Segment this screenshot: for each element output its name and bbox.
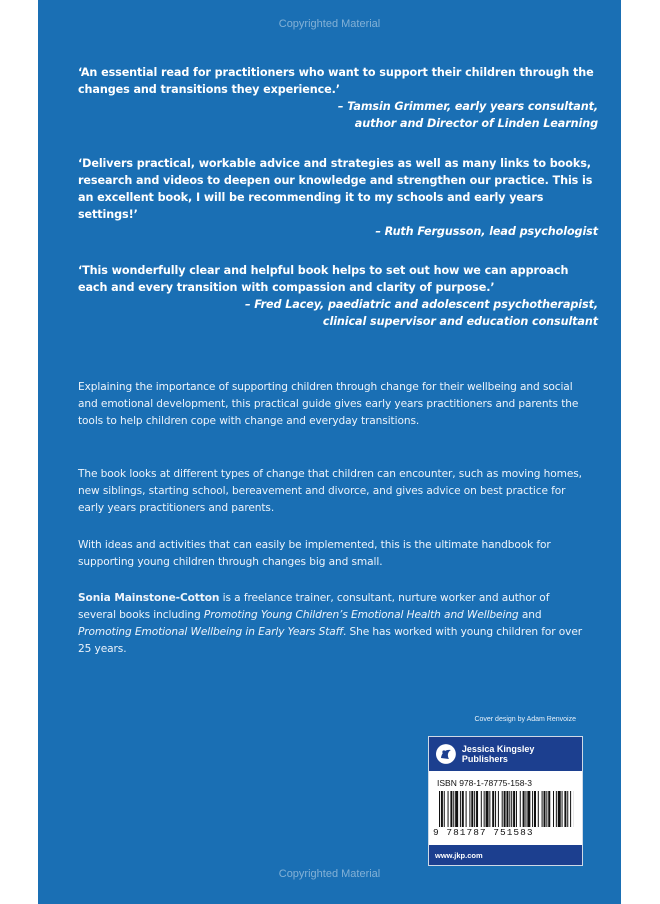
barcode-bar (532, 791, 533, 827)
barcode-bar (484, 791, 485, 827)
author-name: Sonia Mainstone-Cotton (78, 591, 220, 604)
cover-design-credit: Cover design by Adam Renvoize (474, 716, 576, 723)
endorsement-quote-1 (78, 64, 598, 132)
barcode-bar (516, 791, 517, 827)
author-bio (78, 590, 588, 658)
barcode-bar (504, 791, 506, 827)
isbn-text: ISBN 978-1-78775-158-3 (437, 778, 532, 788)
barcode-bar (492, 791, 494, 827)
blurb-paragraph-3: With ideas and activities that can easily be implemented, this is the ultimate handbook for supporting young children through changes big and small. (78, 538, 551, 568)
barcode-bar (444, 791, 445, 827)
barcode-bar (450, 791, 452, 827)
barcode-bar (441, 791, 443, 827)
quote-attribution: – Fred Lacey, paediatric and adolescent psychotherapist, (244, 298, 598, 311)
author-bio-text: is a freelance trainer, consultant, nurture worker and author of several books including (78, 591, 550, 621)
barcode-bar (556, 791, 557, 827)
barcode-bar (474, 791, 475, 827)
barcode-bar (542, 791, 543, 827)
barcode-bar (506, 791, 508, 827)
barcode-bar (520, 791, 521, 827)
quote-attribution: – Ruth Fergusson, lead psychologist (375, 225, 598, 238)
barcode-bar (525, 791, 526, 827)
barcode-bar (511, 791, 512, 827)
barcode-bar (481, 791, 482, 827)
publisher-logo-icon (435, 743, 457, 765)
barcode-bar (562, 791, 563, 827)
barcode-bar (453, 791, 454, 827)
barcode-bar (462, 791, 464, 827)
barcode-bar (471, 791, 473, 827)
barcode-bar (513, 791, 515, 827)
barcode-bar (548, 791, 550, 827)
barcode-bar (455, 791, 458, 827)
barcode-panel (428, 736, 583, 866)
barcode-bar (534, 791, 536, 827)
publisher-url: www.jkp.com (429, 845, 582, 865)
ean-digits: 9 781787 751583 (433, 827, 534, 838)
barcode-icon (439, 791, 574, 827)
back-cover (38, 0, 621, 904)
barcode-bar (502, 791, 503, 827)
barcode-bar (538, 791, 539, 827)
barcode-bar (466, 791, 467, 827)
barcode-bar (498, 791, 499, 827)
quote-attribution: author and Director of Linden Learning (354, 117, 598, 130)
barcode-bar (486, 791, 489, 827)
quote-text: ‘This wonderfully clear and helpful book helps to set out how we can approach each and every transition with compassion and clarity of purpose.’ (78, 264, 569, 294)
quote-text: ‘Delivers practical, workable advice and strategies as well as many links to books, research and videos to deepen our knowledge and strengthen our practice. This is an excellent book, I will be recommending it to my schools and early years settings!’ (78, 157, 593, 221)
watermark-bottom: Copyrighted Material (278, 868, 381, 880)
barcode-bar (523, 791, 525, 827)
barcode-bar (564, 791, 566, 827)
endorsement-quote-2 (78, 155, 598, 240)
author-bio-text: and (518, 608, 542, 621)
barcode-bar (460, 791, 461, 827)
blurb-paragraph-1: Explaining the importance of supporting children through change for their wellbeing and social and emotional development, this practical guide gives early years practitioners and parents the tools to help children cope with change and everyday transitions. (78, 380, 579, 427)
author-book-title: Promoting Emotional Wellbeing in Early Years Staff (78, 625, 343, 638)
barcode-bar (469, 791, 470, 827)
barcode-bar (448, 791, 449, 827)
barcode-bar (558, 791, 561, 827)
endorsement-quote-3 (78, 262, 598, 330)
barcode-bar (546, 791, 547, 827)
barcode-bar (544, 791, 546, 827)
watermark-top: Copyrighted Material (278, 18, 381, 30)
publisher-name: Jessica Kingsley Publishers (461, 744, 535, 764)
barcode-bar (476, 791, 478, 827)
author-bio-text: . She has worked with young children for over 25 years. (78, 625, 583, 655)
barcode-bar (553, 791, 554, 827)
barcode-bar (509, 791, 510, 827)
barcode-bar (567, 791, 568, 827)
blurb-paragraph-2: The book looks at different types of change that children can encounter, such as moving homes, new siblings, starting school, bereavement and divorce, and gives advice on best practice for early years practitioners and parents. (78, 467, 582, 514)
barcode-bar (495, 791, 496, 827)
quote-attribution: clinical supervisor and education consultant (322, 315, 598, 328)
quote-attribution: – Tamsin Grimmer, early years consultant, (337, 100, 598, 113)
barcode-bar (489, 791, 490, 827)
author-book-title: Promoting Young Children’s Emotional Health and Wellbeing (203, 608, 519, 621)
barcode-bar (439, 791, 440, 827)
barcode-bar (527, 791, 530, 827)
publisher-banner (429, 737, 582, 771)
quote-text: ‘An essential read for practitioners who want to support their children through the changes and transitions they experience.’ (78, 66, 594, 96)
barcode-bar (570, 791, 571, 827)
